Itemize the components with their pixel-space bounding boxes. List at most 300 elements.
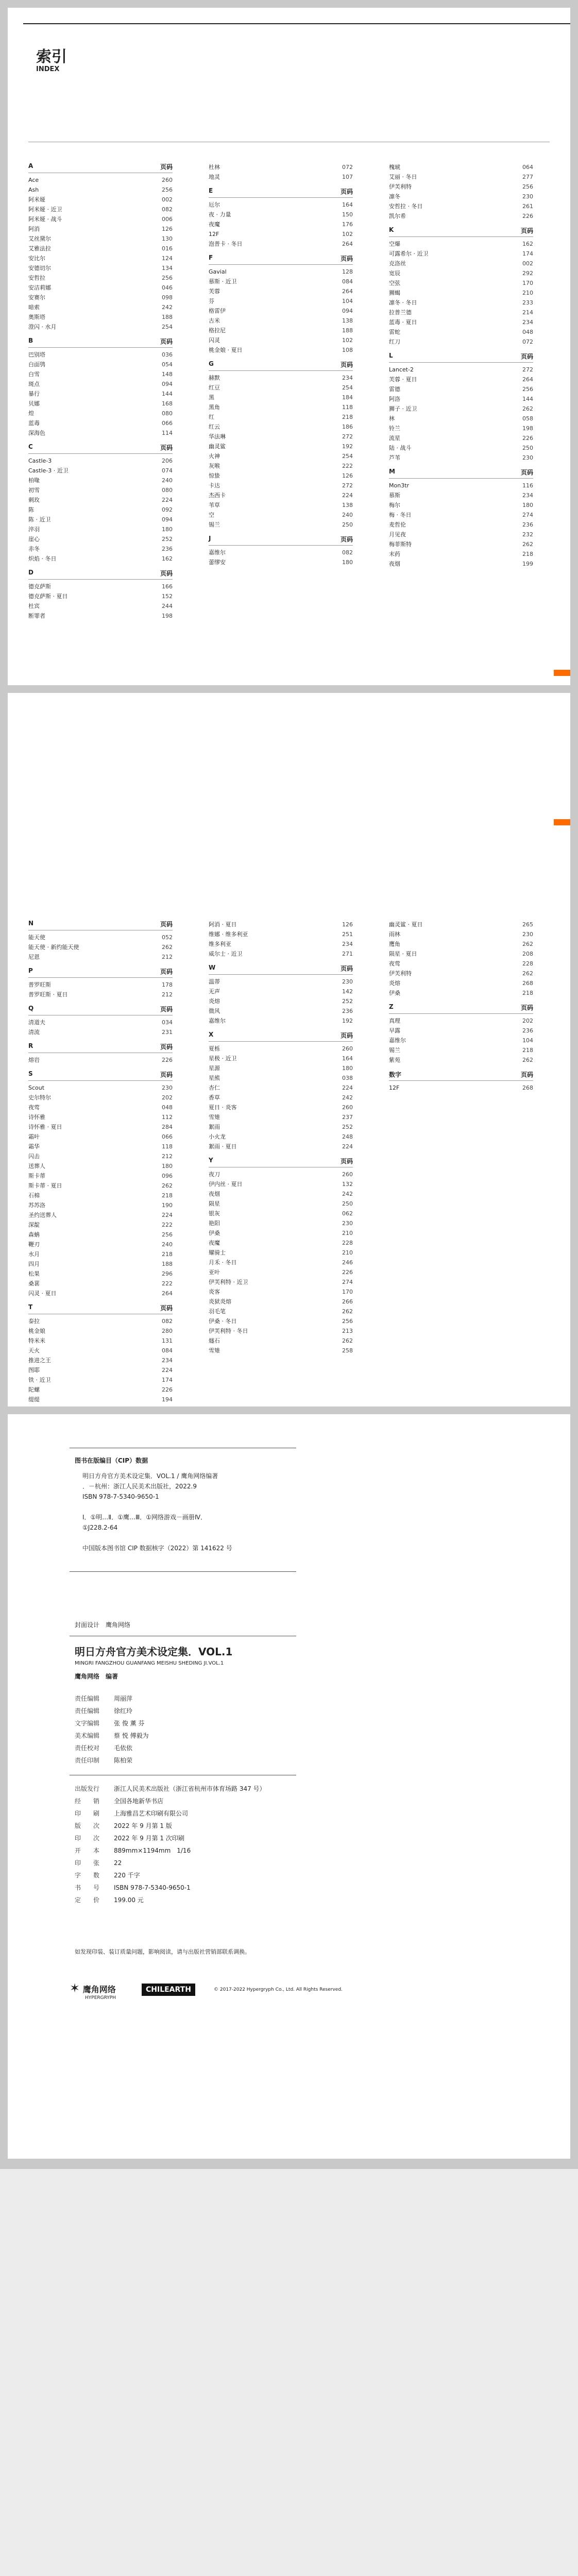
entry-page: 248 xyxy=(342,1133,353,1140)
index-entry xyxy=(209,1132,353,1142)
index-section xyxy=(209,920,353,959)
index-entry xyxy=(389,365,533,375)
entry-page: 202 xyxy=(522,1018,533,1024)
index-section xyxy=(209,964,353,1026)
entry-page: 284 xyxy=(162,1124,173,1130)
entry-name: 格拉尼 xyxy=(209,327,226,334)
entry-page: 236 xyxy=(342,1008,353,1014)
logo-mark-icon: ✶ xyxy=(70,1981,80,1995)
entry-name: 艾丽 · 冬日 xyxy=(389,174,417,180)
section-page-label: 页码 xyxy=(160,1304,173,1312)
entry-name: 艾雅法拉 xyxy=(28,245,51,252)
info-key: 定 价 xyxy=(75,1896,100,1904)
index-entry xyxy=(209,557,353,567)
entry-name: 温蒂 xyxy=(209,978,220,985)
index-entry xyxy=(389,192,533,201)
index-entry xyxy=(209,987,353,996)
index-entry xyxy=(389,433,533,443)
index-entry xyxy=(389,520,533,530)
entry-name: 梅尔 xyxy=(389,502,400,509)
entry-page: 107 xyxy=(342,174,353,180)
index-entry xyxy=(209,1307,353,1316)
index-entry xyxy=(28,1112,173,1122)
entry-name: 炎客 xyxy=(209,1289,220,1295)
entry-name: 奥斯塔 xyxy=(28,314,45,320)
entry-page: 268 xyxy=(522,1084,533,1091)
index-entry xyxy=(28,418,173,428)
section-letter: D xyxy=(28,569,33,576)
index-entry xyxy=(209,1277,353,1287)
entry-page: 148 xyxy=(162,371,173,378)
index-entry xyxy=(28,244,173,253)
entry-page: 237 xyxy=(342,1114,353,1121)
entry-page: 114 xyxy=(162,430,173,436)
entry-name: 卡达 xyxy=(209,482,220,489)
entry-page: 258 xyxy=(342,1347,353,1354)
entry-page: 036 xyxy=(162,351,173,358)
index-entry xyxy=(209,1297,353,1307)
entry-page: 240 xyxy=(342,512,353,518)
entry-page: 126 xyxy=(342,921,353,928)
index-entry xyxy=(389,317,533,327)
index-entry xyxy=(389,481,533,490)
index-entry xyxy=(389,453,533,463)
entry-name: 凯尔希 xyxy=(389,213,406,219)
index-entry xyxy=(28,1161,173,1171)
index-entry xyxy=(209,1044,353,1054)
index-entry xyxy=(209,949,353,959)
index-entry xyxy=(209,939,353,949)
index-section xyxy=(389,352,533,463)
section-page-label: 页码 xyxy=(340,361,353,368)
entry-name: 煌 xyxy=(28,410,34,417)
entry-name: 刺玫 xyxy=(28,497,40,503)
entry-name: 水月 xyxy=(28,1251,40,1258)
entry-name: 圣约送葬人 xyxy=(28,1212,57,1218)
index-entry xyxy=(28,283,173,293)
index-entry xyxy=(389,259,533,268)
section-page-label: 页码 xyxy=(340,1032,353,1039)
entry-page: 116 xyxy=(522,482,533,489)
index-entry xyxy=(28,515,173,524)
index-entry xyxy=(209,286,353,296)
entry-name: 锡兰 xyxy=(389,1047,400,1054)
staff-list xyxy=(75,1692,149,1767)
entry-page: 058 xyxy=(522,415,533,422)
entry-page: 232 xyxy=(522,531,533,538)
index-section xyxy=(209,187,353,249)
entry-name: 雪雉 xyxy=(209,1114,220,1121)
index-entry xyxy=(209,326,353,335)
section-page-label: 页码 xyxy=(520,227,533,234)
section-header xyxy=(389,468,533,479)
entry-page: 128 xyxy=(342,268,353,275)
entry-name: Castle-3 xyxy=(28,457,52,464)
index-entry xyxy=(389,327,533,337)
entry-name: 炎熔 xyxy=(389,980,400,987)
entry-name: 泡普卡 · 冬日 xyxy=(209,241,243,247)
entry-page: 256 xyxy=(522,386,533,393)
entry-page: 206 xyxy=(162,457,173,464)
index-entry xyxy=(28,591,173,601)
index-column xyxy=(28,920,173,1410)
index-column xyxy=(389,920,533,1098)
entry-page: 224 xyxy=(342,1143,353,1150)
section-letter: L xyxy=(389,352,393,359)
index-entry xyxy=(28,466,173,476)
entry-page: 198 xyxy=(522,425,533,432)
entry-name: 安哲拉 xyxy=(28,275,45,281)
index-entry xyxy=(209,1228,353,1238)
entry-page: 080 xyxy=(162,410,173,417)
entry-name: 亚叶 xyxy=(209,1269,220,1276)
entry-name: 夜魔 xyxy=(209,1240,220,1246)
section-letter: E xyxy=(209,187,213,194)
entry-page: 261 xyxy=(522,203,533,210)
page-subtitle: INDEX xyxy=(36,65,60,73)
entry-name: 淬羽 xyxy=(28,526,40,533)
entry-name: 桑葚 xyxy=(28,1280,40,1287)
entry-name: 慕斯 · 近卫 xyxy=(209,278,237,285)
info-key: 责任编辑 xyxy=(75,1695,100,1702)
entry-page: 212 xyxy=(162,1153,173,1160)
entry-page: 102 xyxy=(342,231,353,238)
entry-page: 218 xyxy=(522,990,533,996)
section-header xyxy=(389,1003,533,1014)
entry-name: 炎狱炎熔 xyxy=(209,1298,231,1305)
entry-name: Scout xyxy=(28,1084,45,1091)
info-value: 毛依依 xyxy=(114,1744,133,1752)
entry-page: 230 xyxy=(522,193,533,200)
entry-page: 162 xyxy=(522,241,533,247)
blank-back-page xyxy=(0,2169,578,2576)
section-letter: C xyxy=(28,443,33,450)
index-entry xyxy=(28,322,173,332)
index-entry xyxy=(389,162,533,172)
index-entry xyxy=(209,1336,353,1346)
cip-line: 明日方舟官方美术设定集．VOL.1 / 鹰角网络编著 xyxy=(82,1472,218,1480)
index-entry xyxy=(28,379,173,389)
entry-page: 210 xyxy=(342,1230,353,1236)
entry-name: 清流 xyxy=(28,1029,40,1036)
entry-page: 210 xyxy=(342,1249,353,1256)
entry-page: 074 xyxy=(162,467,173,474)
section-letter: B xyxy=(28,337,33,344)
index-entry xyxy=(28,389,173,399)
entry-page: 132 xyxy=(342,1181,353,1188)
entry-page: 226 xyxy=(522,213,533,219)
entry-page: 224 xyxy=(162,1367,173,1374)
entry-page: 240 xyxy=(162,477,173,484)
index-entry xyxy=(28,1171,173,1181)
entry-name: 暗索 xyxy=(28,304,40,311)
index-entry xyxy=(28,1220,173,1230)
section-page-label: 页码 xyxy=(160,1006,173,1013)
index-entry xyxy=(209,500,353,510)
entry-name: 絮雨 · 夏日 xyxy=(209,1143,237,1150)
index-entry xyxy=(28,554,173,564)
entry-name: 阿米娅 · 近卫 xyxy=(28,206,62,213)
entry-page: 262 xyxy=(162,944,173,951)
entry-name: 狮蝎 xyxy=(389,290,400,296)
entry-name: 贝娜 xyxy=(28,400,40,407)
entry-page: 230 xyxy=(162,1084,173,1091)
index-entry xyxy=(28,601,173,611)
index-entry xyxy=(28,234,173,244)
section-page-label: 页码 xyxy=(160,921,173,928)
entry-page: 208 xyxy=(522,951,533,957)
entry-name: 柏喙 xyxy=(28,477,40,484)
entry-page: 118 xyxy=(342,404,353,411)
index-entry xyxy=(389,423,533,433)
entry-name: 维娜 · 维多利亚 xyxy=(209,931,248,938)
entry-page: 242 xyxy=(162,304,173,311)
entry-page: 242 xyxy=(342,1094,353,1101)
info-key: 开 本 xyxy=(75,1847,100,1854)
entry-page: 260 xyxy=(342,1171,353,1178)
entry-page: 084 xyxy=(162,1347,173,1354)
info-row xyxy=(75,1820,266,1832)
publisher-logo: CHILEARTH xyxy=(142,1984,195,1996)
entry-name: 德克萨斯 · 夏日 xyxy=(28,593,68,600)
entry-name: 艳阳 xyxy=(209,1220,220,1227)
index-entry xyxy=(209,200,353,210)
entry-page: 260 xyxy=(342,1104,353,1111)
section-header xyxy=(209,254,353,265)
entry-name: 杜林 xyxy=(209,164,220,171)
entry-page: 194 xyxy=(162,1396,173,1403)
entry-name: 早露 xyxy=(389,1027,400,1034)
index-section xyxy=(389,920,533,998)
entry-name: 灰喉 xyxy=(209,463,220,469)
cip-line xyxy=(82,1502,299,1512)
index-page-1 xyxy=(8,8,570,685)
entry-name: 炽焰 · 冬日 xyxy=(28,555,57,562)
entry-name: Mon3tr xyxy=(389,482,410,489)
index-section xyxy=(28,1005,173,1037)
index-entry xyxy=(28,195,173,205)
index-section xyxy=(209,254,353,355)
entry-page: 214 xyxy=(522,309,533,316)
info-value: 上海雅昌艺术印刷有限公司 xyxy=(114,1810,189,1817)
info-row xyxy=(75,1857,266,1869)
entry-page: 224 xyxy=(162,1212,173,1218)
info-row xyxy=(75,1742,149,1754)
cover-design-credit: 封面设计 鹰角网络 xyxy=(75,1621,131,1629)
entry-name: 雨林 xyxy=(389,931,400,938)
index-entry xyxy=(28,1103,173,1112)
index-entry xyxy=(209,393,353,402)
entry-name: 嘉维尔 xyxy=(209,549,226,556)
index-entry xyxy=(209,1083,353,1093)
entry-page: 262 xyxy=(522,405,533,412)
entry-name: 夜莺 xyxy=(389,960,400,967)
index-entry xyxy=(28,1385,173,1395)
entry-page: 256 xyxy=(162,275,173,281)
entry-name: 闪灵 · 夏日 xyxy=(28,1290,57,1297)
info-row xyxy=(75,1730,149,1742)
index-entry xyxy=(28,263,173,273)
index-entry xyxy=(389,978,533,988)
entry-page: 264 xyxy=(342,241,353,247)
entry-name: 闪击 xyxy=(28,1153,40,1160)
cip-block xyxy=(82,1471,299,1553)
index-entry xyxy=(209,977,353,987)
entry-name: 黑 xyxy=(209,394,214,401)
info-row xyxy=(75,1832,266,1844)
index-entry xyxy=(209,1103,353,1112)
entry-page: 046 xyxy=(162,284,173,291)
section-letter: T xyxy=(28,1303,33,1311)
top-rule xyxy=(23,23,570,24)
entry-name: 陀螺 xyxy=(28,1386,40,1393)
index-entry xyxy=(209,1218,353,1228)
index-entry xyxy=(28,1151,173,1161)
entry-page: 002 xyxy=(162,196,173,203)
entry-page: 210 xyxy=(522,290,533,296)
entry-name: 巴别塔 xyxy=(28,351,45,358)
index-entry xyxy=(389,549,533,559)
entry-page: 180 xyxy=(342,559,353,566)
index-section xyxy=(28,162,173,332)
entry-page: 254 xyxy=(342,384,353,391)
entry-page: 252 xyxy=(162,536,173,543)
entry-name: 月禾 · 冬日 xyxy=(209,1259,237,1266)
info-value: 全国各地新华书店 xyxy=(114,1798,164,1805)
entry-name: 斑点 xyxy=(28,381,40,387)
info-value: 2022 年 9 月第 1 次印刷 xyxy=(114,1835,184,1842)
entry-name: 可露希尔 · 近卫 xyxy=(389,250,429,257)
section-header xyxy=(28,1303,173,1314)
index-entry xyxy=(389,239,533,249)
entry-name: 芬 xyxy=(209,298,214,304)
index-section xyxy=(389,468,533,569)
index-entry xyxy=(209,548,353,557)
entry-page: 218 xyxy=(162,1251,173,1258)
entry-name: 松果 xyxy=(28,1270,40,1277)
entry-page: 098 xyxy=(162,294,173,301)
entry-page: 250 xyxy=(342,521,353,528)
entry-name: 安洁莉娜 xyxy=(28,284,51,291)
entry-page: 222 xyxy=(162,1280,173,1287)
section-page-label: 页码 xyxy=(340,1158,353,1165)
entry-page: 222 xyxy=(342,463,353,469)
entry-name: 伊桑 · 冬日 xyxy=(209,1318,237,1325)
entry-name: 无声 xyxy=(209,988,220,995)
entry-page: 168 xyxy=(162,400,173,407)
book-title-pinyin: MINGRI FANGZHOU GUANFANG MEISHU SHEDING JI.VOL.1 xyxy=(75,1660,224,1666)
entry-name: 夜莺 xyxy=(28,1104,40,1111)
entry-name: 伊芙利特 · 冬日 xyxy=(209,1328,248,1334)
entry-page: 054 xyxy=(162,361,173,368)
entry-name: 红豆 xyxy=(209,384,220,391)
info-value: 22 xyxy=(114,1859,122,1867)
entry-page: 006 xyxy=(162,216,173,223)
index-section xyxy=(209,535,353,567)
index-entry xyxy=(389,949,533,959)
entry-page: 260 xyxy=(342,1045,353,1052)
entry-page: 052 xyxy=(162,934,173,941)
index-entry xyxy=(389,172,533,182)
entry-name: 凛冬 xyxy=(389,193,400,200)
entry-page: 180 xyxy=(162,526,173,533)
index-entry xyxy=(209,1093,353,1103)
index-entry xyxy=(28,456,173,466)
cip-line: ．－杭州：浙江人民美术出版社，2022.9 xyxy=(82,1483,197,1490)
index-entry xyxy=(209,162,353,172)
entry-page: 212 xyxy=(162,991,173,998)
entry-name: 流星 xyxy=(389,435,400,442)
index-entry xyxy=(28,1132,173,1142)
entry-name: 陈 · 近卫 xyxy=(28,516,51,523)
entry-name: 羽毛笔 xyxy=(209,1308,226,1315)
index-entry xyxy=(28,1346,173,1355)
entry-name: 伊内丝 · 夏日 xyxy=(209,1181,243,1188)
entry-page: 228 xyxy=(342,1240,353,1246)
index-entry xyxy=(28,485,173,495)
index-entry xyxy=(389,1055,533,1065)
index-entry xyxy=(209,422,353,432)
index-entry xyxy=(28,1240,173,1249)
entry-page: 180 xyxy=(162,1163,173,1170)
entry-name: 星源 xyxy=(209,1065,220,1072)
entry-name: 锡兰 xyxy=(209,521,220,528)
entry-page: 250 xyxy=(522,445,533,451)
entry-name: 推进之王 xyxy=(28,1357,51,1364)
section-page-label: 页码 xyxy=(520,469,533,476)
entry-name: 宽辰 xyxy=(389,270,400,277)
cip-line: Ⅰ．①明…Ⅱ．①鹰…Ⅲ．①网络游戏－画册Ⅳ． xyxy=(82,1514,207,1521)
section-letter: G xyxy=(209,360,214,367)
index-entry xyxy=(389,404,533,414)
entry-name: 德克萨斯 xyxy=(28,583,51,590)
entry-name: 红 xyxy=(209,414,214,420)
entry-name: 梅 · 冬日 xyxy=(389,512,412,518)
entry-name: Castle-3 · 近卫 xyxy=(28,467,69,474)
section-page-label: 页码 xyxy=(340,536,353,543)
entry-page: 260 xyxy=(162,177,173,183)
entry-page: 230 xyxy=(522,931,533,938)
entry-page: 118 xyxy=(162,1143,173,1150)
index-entry xyxy=(389,1083,533,1093)
entry-name: 夏栎 xyxy=(209,1045,220,1052)
entry-page: 218 xyxy=(342,414,353,420)
entry-page: 178 xyxy=(162,981,173,988)
index-section xyxy=(28,920,173,962)
info-row xyxy=(75,1882,266,1894)
entry-page: 112 xyxy=(162,1114,173,1121)
entry-name: 阿消 xyxy=(28,226,40,232)
index-entry xyxy=(389,298,533,308)
index-entry xyxy=(209,1073,353,1083)
entry-name: 深靛 xyxy=(28,1222,40,1228)
entry-name: 伊桑 xyxy=(209,1230,220,1236)
entry-page: 262 xyxy=(342,1337,353,1344)
entry-name: 凛冬 · 冬日 xyxy=(389,299,417,306)
info-key: 印 刷 xyxy=(75,1810,100,1817)
section-header xyxy=(389,1070,533,1081)
info-row xyxy=(75,1869,266,1882)
entry-name: 末药 xyxy=(389,551,400,557)
entry-name: 桃金娘 xyxy=(28,1328,45,1334)
info-row xyxy=(75,1692,149,1705)
entry-name: 特米米 xyxy=(28,1337,45,1344)
section-header xyxy=(28,443,173,454)
entry-name: 安德切尔 xyxy=(28,265,51,272)
index-entry xyxy=(389,182,533,192)
entry-page: 096 xyxy=(162,1173,173,1179)
section-letter: R xyxy=(28,1042,33,1049)
